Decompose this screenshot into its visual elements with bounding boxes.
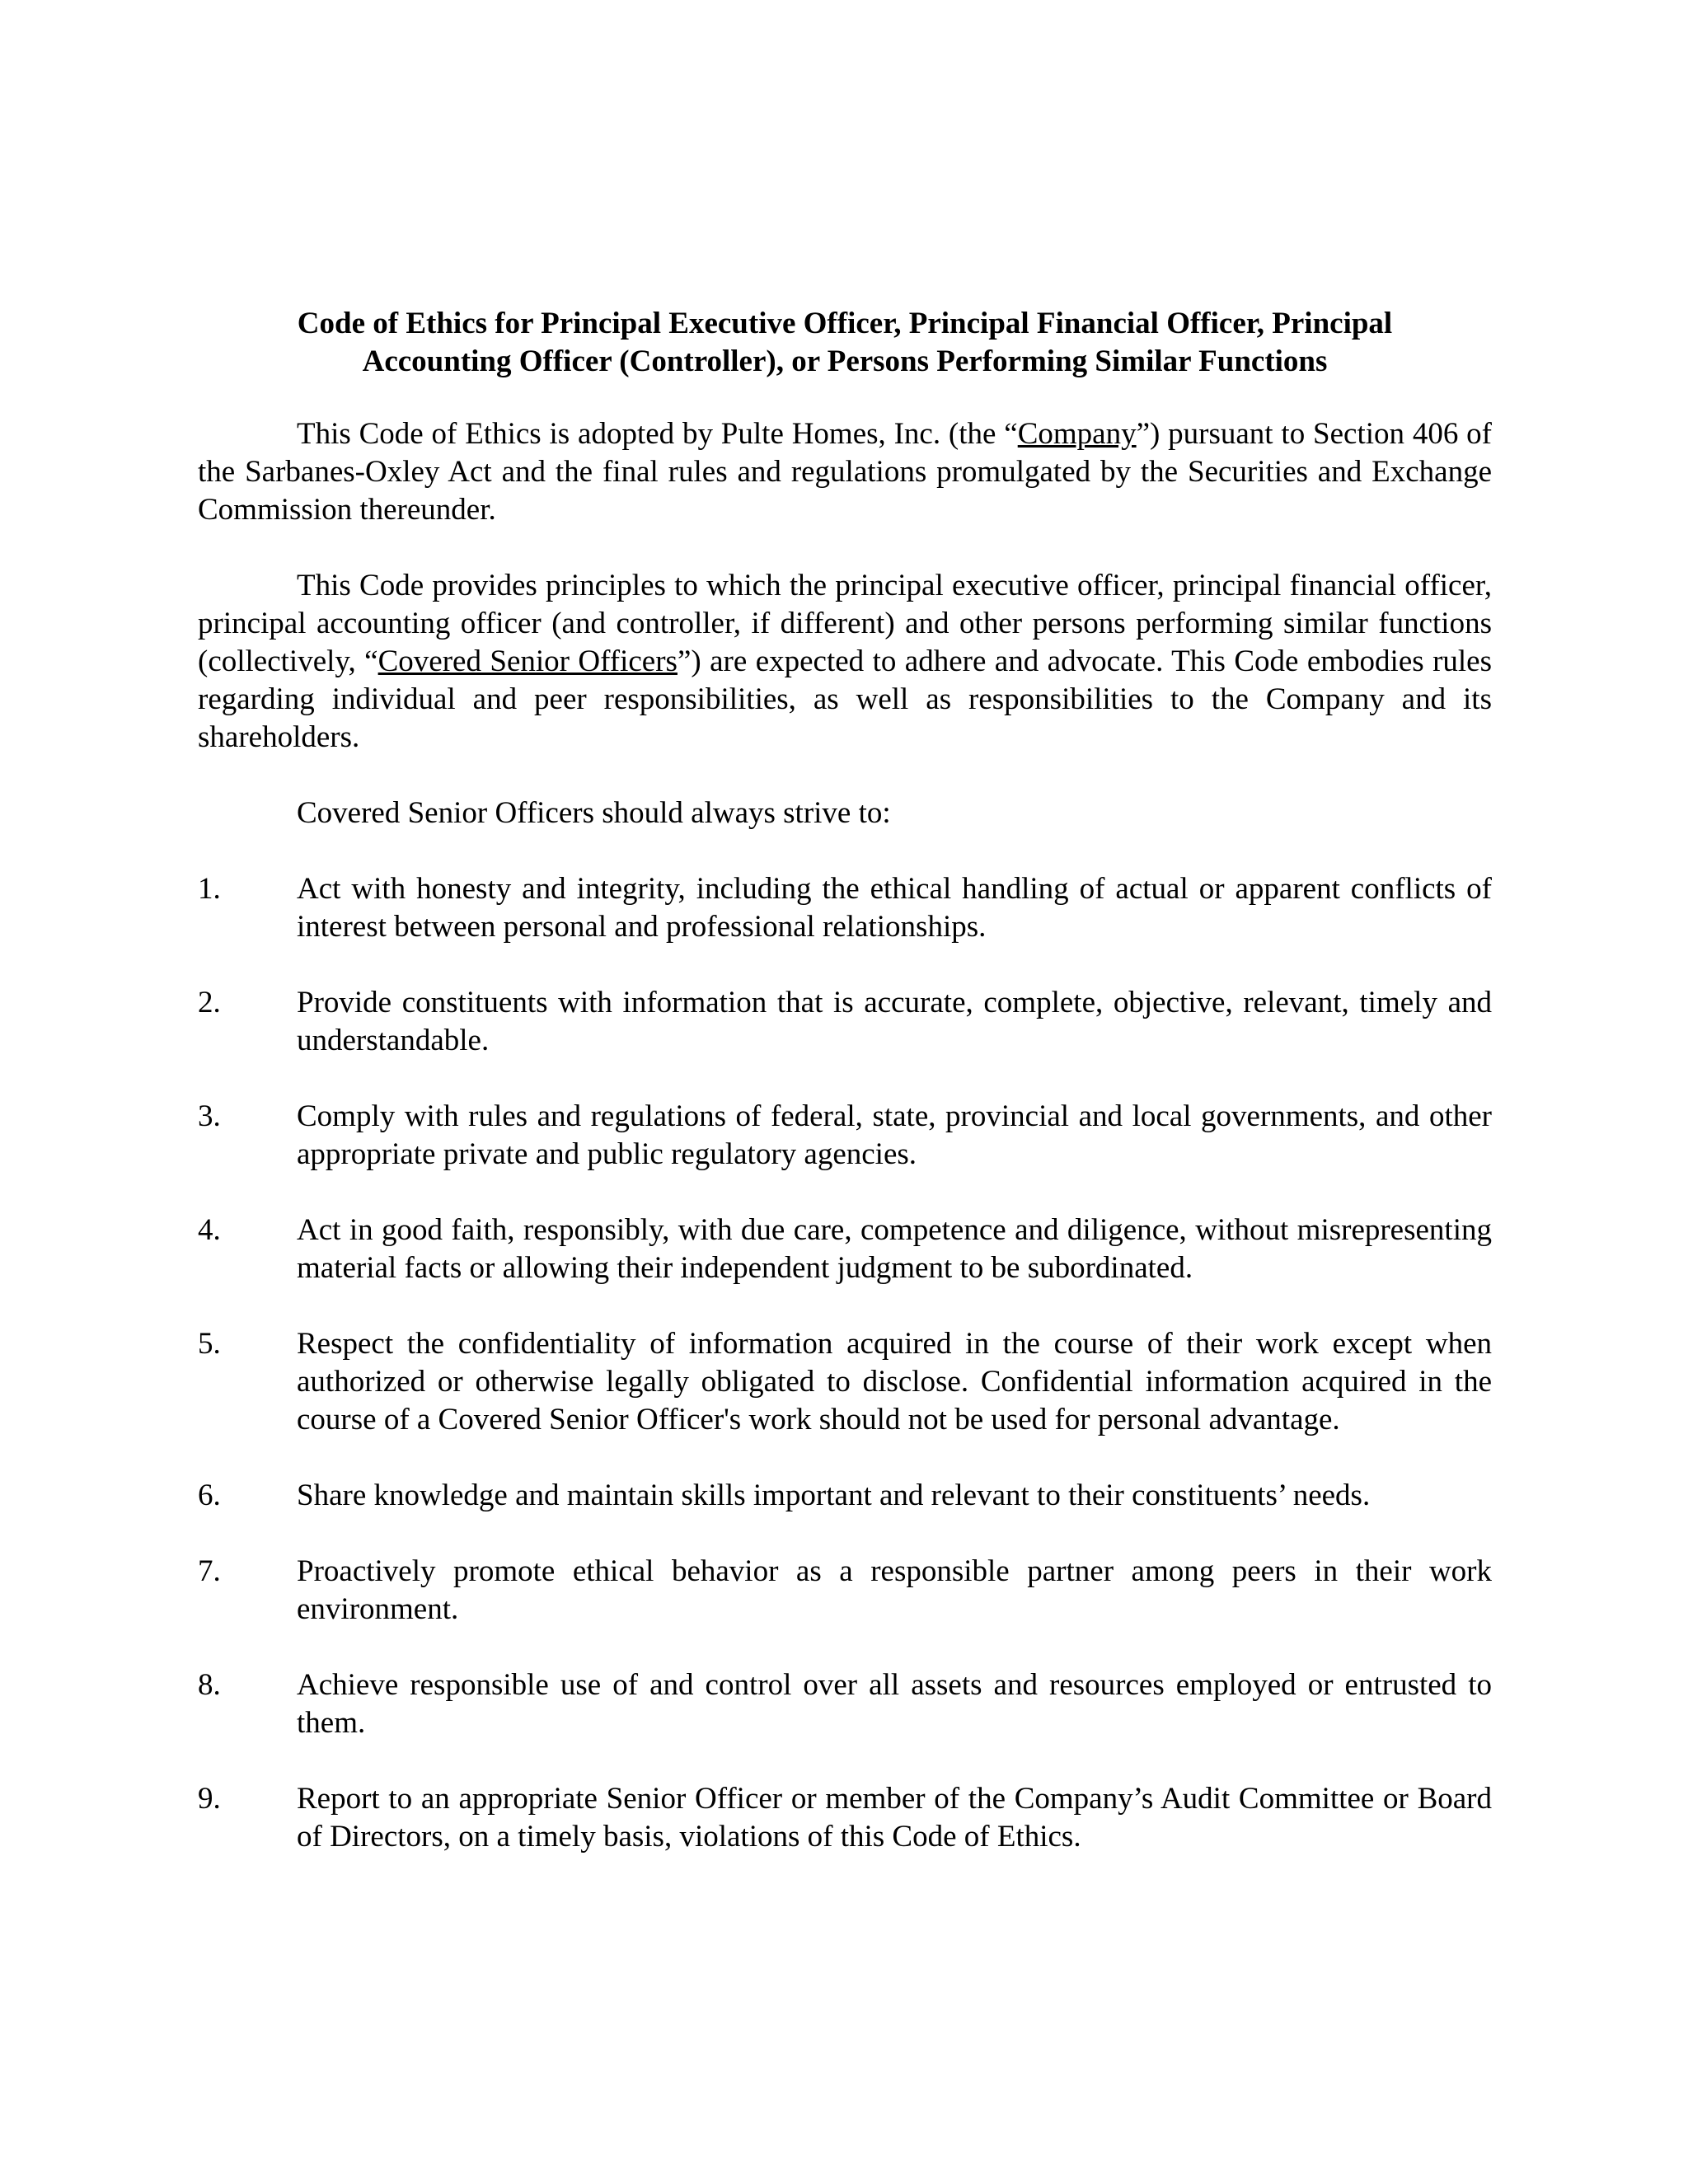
list-item xyxy=(198,1212,1492,1287)
item-text: Achieve responsible use of and control over all assets and resources employed or entrusted to them. xyxy=(297,1668,1492,1740)
item-text: Share knowledge and maintain skills important and relevant to their constituents’ needs. xyxy=(297,1479,1371,1512)
item-number: 1. xyxy=(198,872,221,906)
document-body xyxy=(198,305,1492,1894)
item-text: Provide constituents with information that is accurate, complete, objective, relevant, timely and understandable. xyxy=(297,986,1492,1057)
item-number: 3. xyxy=(198,1099,221,1133)
list-item xyxy=(198,1325,1492,1439)
item-text: Comply with rules and regulations of federal, state, provincial and local governments, and other appropriate private and public regulatory agencies. xyxy=(297,1099,1492,1171)
principles-list xyxy=(198,870,1492,1856)
item-number: 4. xyxy=(198,1213,221,1247)
item-number: 7. xyxy=(198,1554,221,1588)
item-number: 9. xyxy=(198,1782,221,1816)
intro-text-start: This Code of Ethics is adopted by Pulte Homes, Inc. (the “ xyxy=(297,417,1018,451)
list-lead-in: Covered Senior Officers should always strive to: xyxy=(297,796,891,830)
defined-term-covered-senior-officers: Covered Senior Officers xyxy=(377,644,678,678)
list-item xyxy=(198,1098,1492,1174)
list-item xyxy=(198,1477,1492,1515)
title-line-1: Code of Ethics for Principal Executive Officer, Principal Financial Officer, Principal xyxy=(297,307,1393,340)
defined-term-company: Company xyxy=(1017,417,1137,451)
intro-text-end: ”) pursuant to Section 406 of the Sarbanes-Oxley Act and the final rules and regulations promulgated by the Securities and Exchange Commission thereunder. xyxy=(198,417,1492,527)
item-text: Act in good faith, responsibly, with due care, competence and diligence, without misrepresenting material facts or allowing their independent judgment to be subordinated. xyxy=(297,1213,1492,1285)
item-text: Act with honesty and integrity, including the ethical handling of actual or apparent conflicts of interest between personal and professional relationships. xyxy=(297,872,1492,944)
item-number: 8. xyxy=(198,1668,221,1702)
item-text: Proactively promote ethical behavior as a responsible partner among peers in their work environment. xyxy=(297,1554,1492,1626)
scope-text-start: This Code provides principles to which the principal executive officer, principal financial officer, principal accounting officer (and controller, if different) and other persons performing similar functions (collectively, “ xyxy=(198,569,1492,678)
list-item xyxy=(198,984,1492,1060)
list-item xyxy=(198,870,1492,946)
item-number: 6. xyxy=(198,1479,221,1512)
document-title xyxy=(198,305,1492,381)
list-item xyxy=(198,1553,1492,1629)
item-number: 2. xyxy=(198,986,221,1019)
scope-paragraph xyxy=(198,567,1492,757)
item-text: Respect the confidentiality of information acquired in the course of their work except when authorized or otherwise legally obligated to disclose. Confidential information acquired in the course of a Covered Senior Officer's work should not be used for personal advantage. xyxy=(297,1327,1492,1436)
intro-paragraph xyxy=(198,415,1492,529)
list-item xyxy=(198,1666,1492,1742)
scope-text-end: ”) are expected to adhere and advocate. This Code embodies rules regarding individual and peer responsibilities, as well as responsibilities to the Company and its shareholders. xyxy=(198,644,1492,754)
title-line-2: Accounting Officer (Controller), or Persons Performing Similar Functions xyxy=(362,344,1328,378)
item-text: Report to an appropriate Senior Officer or member of the Company’s Audit Committee or Board of Directors, on a timely basis, violations of this Code of Ethics. xyxy=(297,1782,1492,1854)
list-item xyxy=(198,1780,1492,1856)
item-number: 5. xyxy=(198,1327,221,1361)
